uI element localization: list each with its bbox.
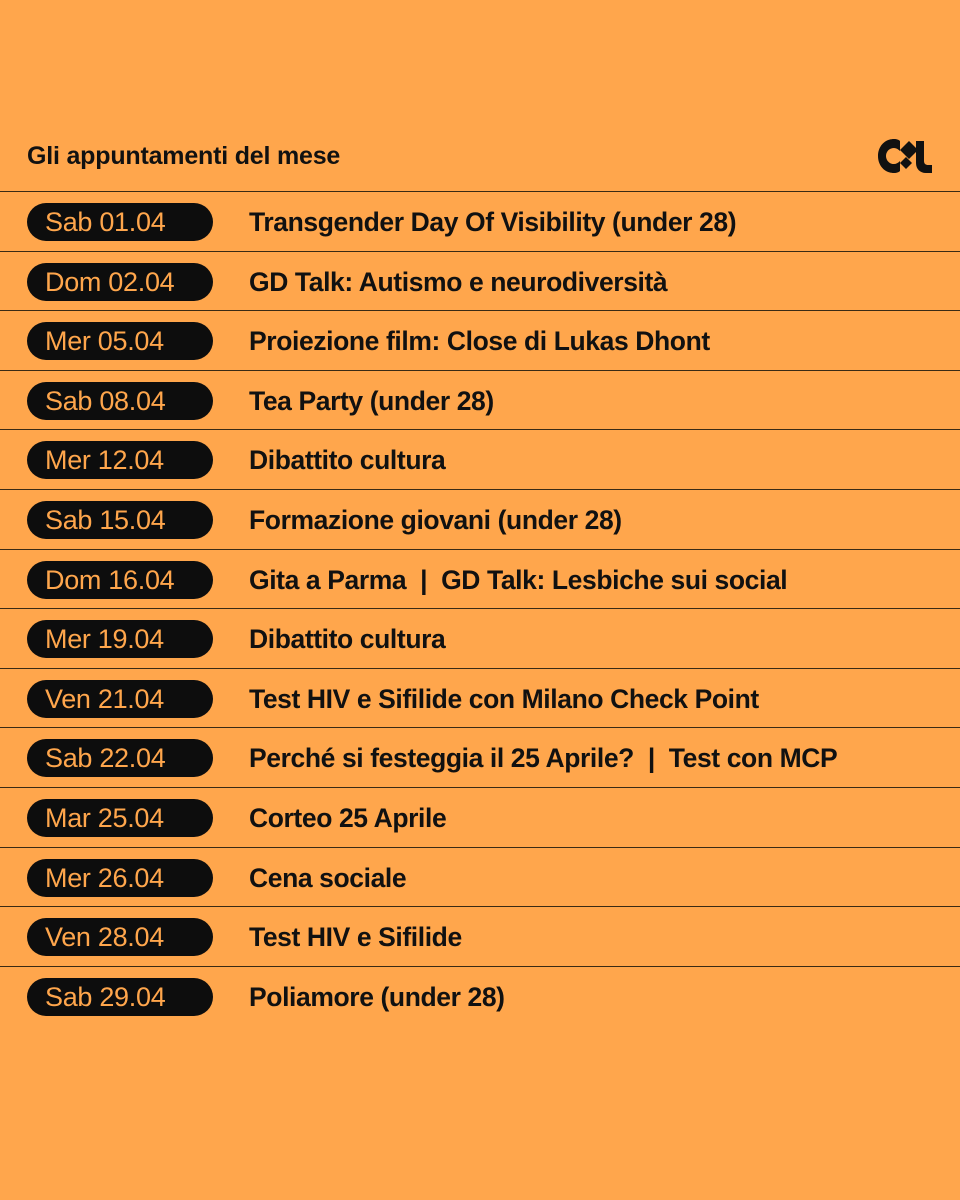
list-item <box>0 252 960 312</box>
list-item <box>0 788 960 848</box>
date-badge: Mer 26.04 <box>27 859 213 897</box>
list-item <box>0 609 960 669</box>
list-item <box>0 192 960 252</box>
list-item <box>0 371 960 431</box>
date-badge: Sab 08.04 <box>27 382 213 420</box>
date-badge: Mer 19.04 <box>27 620 213 658</box>
list-item <box>0 728 960 788</box>
date-badge: Mar 25.04 <box>27 799 213 837</box>
date-badge: Sab 22.04 <box>27 739 213 777</box>
event-title: Test HIV e Sifilide <box>249 922 462 953</box>
event-title: Dibattito cultura <box>249 445 446 476</box>
date-badge: Dom 02.04 <box>27 263 213 301</box>
event-title: Poliamore (under 28) <box>249 981 505 1012</box>
date-badge: Sab 15.04 <box>27 501 213 539</box>
list-item <box>0 907 960 967</box>
date-badge: Mer 05.04 <box>27 322 213 360</box>
event-title: Proiezione film: Close di Lukas Dhont <box>249 326 710 357</box>
list-item <box>0 550 960 610</box>
page-title: Gli appuntamenti del mese <box>27 142 341 170</box>
list-item <box>0 311 960 371</box>
event-title: Perché si festeggia il 25 Aprile? | Test con MCP <box>249 743 838 774</box>
date-badge: Ven 28.04 <box>27 918 213 956</box>
header <box>0 0 960 192</box>
list-item <box>0 430 960 490</box>
brand-logo-icon <box>876 137 934 175</box>
event-title: Formazione giovani (under 28) <box>249 504 622 535</box>
event-title: Gita a Parma | GD Talk: Lesbiche sui social <box>249 564 788 595</box>
list-item <box>0 490 960 550</box>
list-item <box>0 669 960 729</box>
list-item <box>0 848 960 908</box>
date-badge: Sab 01.04 <box>27 203 213 241</box>
event-title: Transgender Day Of Visibility (under 28) <box>249 207 737 237</box>
date-badge: Sab 29.04 <box>27 978 213 1016</box>
date-badge: Ven 21.04 <box>27 680 213 718</box>
event-list <box>0 192 960 1026</box>
event-title: Dibattito cultura <box>249 624 446 655</box>
list-item <box>0 967 960 1027</box>
event-title: Test HIV e Sifilide con Milano Check Point <box>249 683 759 714</box>
event-title: Corteo 25 Aprile <box>249 802 447 833</box>
event-title: Tea Party (under 28) <box>249 385 494 416</box>
event-title: GD Talk: Autismo e neurodiversità <box>249 266 668 297</box>
date-badge: Dom 16.04 <box>27 561 213 599</box>
date-badge: Mer 12.04 <box>27 441 213 479</box>
event-title: Cena sociale <box>249 862 407 893</box>
